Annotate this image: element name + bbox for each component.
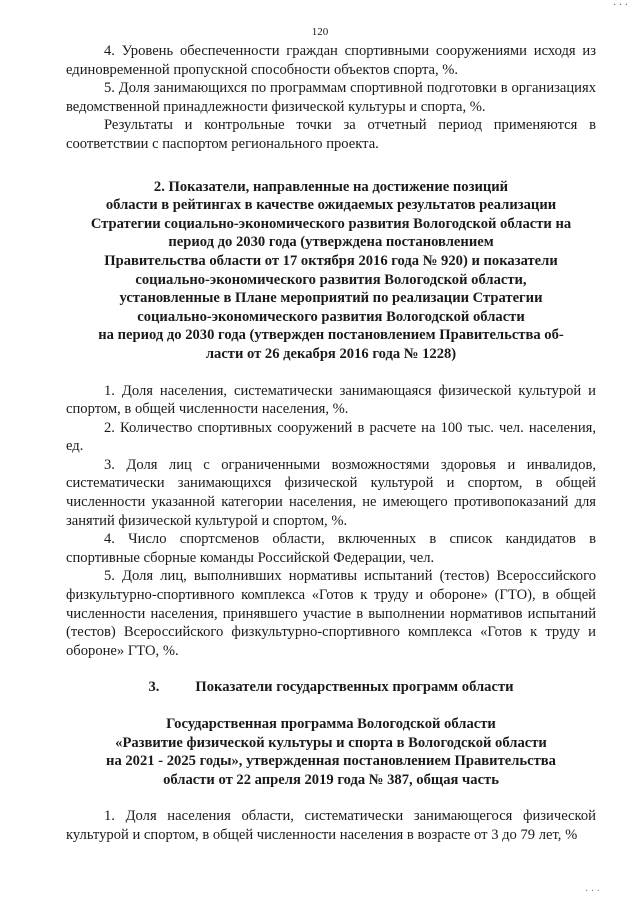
page-number: 120 xyxy=(311,26,329,38)
section-2-item-4: 4. Число спортсменов области, включенных в список кандидатов в спортивные сборные команды Российской Федерации, чел. xyxy=(66,531,596,566)
program-item-1: 1. Доля населения области, систематически занимающегося физической культурой и спортом, в общей численности населения в возрасте от 3 до 79 лет, % xyxy=(66,808,596,843)
section-2-heading-line: 2. Показатели, направленные на достижение позиций xyxy=(153,178,509,195)
section-2-heading-line: установленные в Плане мероприятий по реализации Стратегии xyxy=(119,290,543,307)
section-2-heading-line: период до 2030 года (утверждена постановлением xyxy=(168,234,494,251)
section-2-heading-line: Правительства области от 17 октября 2016 года № 920) и показатели xyxy=(104,252,558,269)
section-3-title: Показатели государственных программ области xyxy=(195,679,514,696)
section-2-heading-line: области в рейтингах в качестве ожидаемых результатов реализации xyxy=(105,197,557,214)
section-2-heading-line: социально-экономического развития Вологодской области xyxy=(137,308,525,325)
section-2-heading-line: ласти от 26 декабря 2016 года № 1228) xyxy=(205,345,457,362)
program-heading xyxy=(66,715,596,789)
section-2-item-5: 5. Доля лиц, выполнивших нормативы испытаний (тестов) Всероссийского физкультурно-спортивного комплекса «Готов к труду и обороне» (ГТО), в общей численности населения, принявшего участие в выполнении нормативов испытаний (тестов) Всероссийского физкультурно-спортивного комплекса «Готов к труду и обороне» ГТО, %. xyxy=(66,568,596,659)
program-heading-line: на 2021 - 2025 годы», утвержденная постановлением Правительства xyxy=(106,753,556,770)
intro-paragraph-results: Результаты и контрольные точки за отчетный период применяются в соответствии с паспортом регионального проекта. xyxy=(66,117,596,152)
page-footer-mark: · · · xyxy=(585,886,600,897)
section-3-heading xyxy=(66,678,596,697)
section-2-item-2: 2. Количество спортивных сооружений в расчете на 100 тыс. чел. населения, ед. xyxy=(66,419,596,455)
section-2-item-3: 3. Доля лиц с ограниченными возможностями здоровья и инвалидов, систематически занимающихся физической культурой и спортом, в общей численности указанной категории населения, не имеющего противопоказаний для занятий физической культурой и спортом, %. xyxy=(66,456,596,529)
section-2-heading-line: Стратегии социально-экономического развития Вологодской области на xyxy=(90,215,572,232)
intro-paragraph-5: 5. Доля занимающихся по программам спортивной подготовки в организациях ведомственной принадлежности физической культуры и спорта, %. xyxy=(66,80,596,115)
section-2-heading xyxy=(66,178,596,364)
program-heading-line: «Развитие физической культуры и спорта в Вологодской области xyxy=(115,734,547,751)
intro-paragraph-4: 4. Уровень обеспеченности граждан спортивными сооружениями исходя из единовременной пропускной способности объектов спорта, %. xyxy=(66,43,596,78)
section-2-heading-line: на период до 2030 года (утвержден постановлением Правительства об- xyxy=(98,327,564,344)
document-body xyxy=(66,42,596,845)
section-3-number: 3. xyxy=(148,679,160,696)
program-heading-line: области от 22 апреля 2019 года № 387, общая часть xyxy=(163,771,499,788)
section-2-item-1: 1. Доля населения, систематически занимающаяся физической культурой и спортом, в общей численности населения, %. xyxy=(66,382,596,418)
section-2-heading-line: социально-экономического развития Вологодской области, xyxy=(135,271,527,288)
program-heading-line: Государственная программа Вологодской области xyxy=(166,716,496,732)
page-corner-mark: · · · xyxy=(613,0,628,11)
